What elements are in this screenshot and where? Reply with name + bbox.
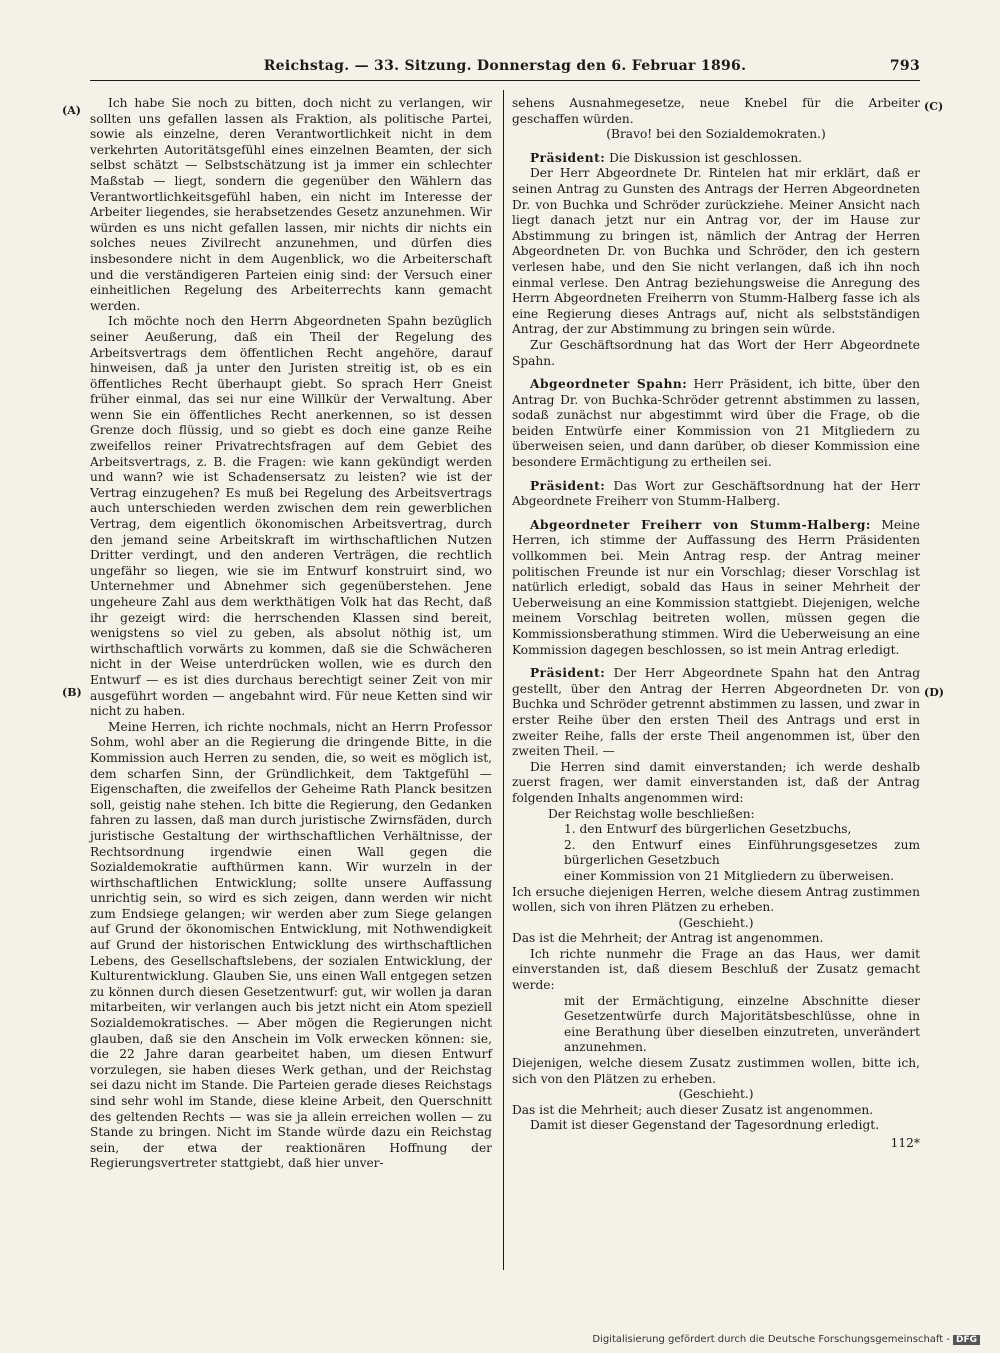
speech-paragraph <box>512 479 920 510</box>
interjection: (Bravo! bei den Sozialdemokraten.) <box>606 127 826 142</box>
amendment-text: mit der Ermächtigung, einzelne Abschnitte dieser Gesetzentwürfe durch Majoritätsbeschlüsse, ohne in eine Berathung über dieselben einzutreten, unverändert anzunehmen. <box>564 993 920 1055</box>
speech-paragraph <box>512 518 920 658</box>
margin-marker-d: (D) <box>924 686 944 699</box>
paragraph: Ich ersuche diejenigen Herren, welche diesem Antrag zustimmen wollen, sich von ihren Plätzen zu erheben. <box>512 884 920 915</box>
dfg-logo: DFG <box>953 1335 980 1345</box>
margin-marker-a: (A) <box>62 104 81 117</box>
paragraph: Die Herren sind damit einverstanden; ich werde deshalb zuerst fragen, wer damit einverstanden ist, daß der Antrag folgenden Inhalts angenommen wird: <box>512 759 920 805</box>
paragraph: Das ist die Mehrheit; der Antrag ist angenommen. <box>512 931 824 946</box>
column-divider <box>503 90 504 1270</box>
speaker-name: Präsident: <box>530 478 606 493</box>
speaker-name: Präsident: <box>530 150 606 165</box>
paragraph: Damit ist dieser Gegenstand der Tagesordnung erledigt. <box>530 1118 880 1133</box>
speaker-name: Abgeordneter Freiherr von Stumm-Halberg: <box>530 517 871 532</box>
credit-text: Digitalisierung gefördert durch die Deutsche Forschungsgemeinschaft - <box>592 1334 950 1345</box>
motion-item: 1. den Entwurf des bürgerlichen Gesetzbuchs, <box>564 822 852 837</box>
paragraph: Der Herr Abgeordnete Dr. Rintelen hat mir erklärt, daß er seinen Antrag zu Gunsten des Antrags der Herren Abgeordneten Dr. von Buchka und Schröder zurückziehe. Meiner Ansicht nach liegt danach jetzt nur ein Antrag vor, der im Hause zur Abstimmung zu bringen ist, nämlich der Antrag der Herren Abgeordneten Dr. von Buchka und Schröder, den ich gestern verlesen habe, und den Sie nicht verlangen, daß ich ihn noch einmal verlese. Den Antrag beziehungsweise die Anregung des Herrn Abgeordneten Freiherrn von Stumm-Halberg fasse ich als eine Regierung dieses Antrags auf, nicht als selbstständigen Antrag, der zur Abstimmung zu bringen sein würde. <box>512 166 920 337</box>
motion-text: einer Kommission von 21 Mitgliedern zu überweisen. <box>564 868 895 883</box>
running-title: Reichstag. — 33. Sitzung. Donnerstag den 6. Februar 1896. <box>263 58 747 74</box>
margin-marker-c: (C) <box>924 100 944 113</box>
margin-marker-b: (B) <box>62 686 82 699</box>
page-number: 793 <box>889 58 920 74</box>
paragraph: Das ist die Mehrheit; auch dieser Zusatz ist angenommen. <box>512 1102 874 1117</box>
paragraph: Zur Geschäftsordnung hat das Wort der Herr Abgeordnete Spahn. <box>512 337 920 368</box>
speech-text: Das Wort zur Geschäftsordnung hat der Herr Abgeordnete Freiherr von Stumm-Halberg. <box>512 478 920 509</box>
paragraph: Ich richte nunmehr die Frage an das Haus, wer damit einverstanden ist, daß diesem Beschluß der Zusatz gemacht werde: <box>512 946 920 993</box>
interjection: (Geschieht.) <box>678 1087 754 1102</box>
right-column <box>512 96 920 1152</box>
speaker-name: Präsident: <box>530 666 606 681</box>
motion-intro: Der Reichstag wolle beschließen: <box>548 806 755 821</box>
digitization-credit <box>592 1334 980 1345</box>
paragraph: Ich möchte noch den Herrn Abgeordneten Spahn bezüglich seiner Aeußerung, daß ein Theil der Regelung des Arbeitsvertrags dem öffentlichen Recht angehöre, darauf hinweisen, daß ja unter den Juristen streitig ist, ob es ein öffentliches Recht überhaupt giebt. So sprach Herr Gneist früher einmal, das sei nur eine Willkür der Verwaltung. Aber wenn Sie ein öffentliches Recht anerkennen, so ist dessen Grenze doch flüssig, und so giebt es doch eine ganze Reihe zweifellos reiner Privatrechtsfragen auf dem Gebiet des Arbeitsvertrags, z. B. die Fragen: wie kann gekündigt werden und wann? wie ist Schadensersatz zu leisten? wie ist der Vertrag einzugehen? Es muß bei Regelung des Arbeitsvertrags auch unterschieden werden zwischen dem rein gewerblichen Vertrag, dem eigentlich ökonomischen Arbeitsvertrag, durch den jemand seine Arbeitskraft im wirthschaftlichen Nutzen Dritter verdingt, und den anderen Verträgen, die rechtlich ungefähr so liegen, wie sie im Entwurf konstruirt sind, wo Unternehmer und Abnehmer sich gegenüberstehen. Jene ungeheure Zahl aus dem werkthätigen Volk hat das Recht, daß ihr gezeigt wird: die herrschenden Klassen sind bereit, wenigstens so viel zu geben, als absolut nöthig ist, um wirthschaftlich vorwärts zu kommen, daß sie die Schwächeren nicht in der Weise unterdrücken wollen, wie es durch den Entwurf — es ist dies durchaus berechtigt seiner Zeit von mir ausgeführt worden — angebahnt wird. Für neue Ketten sind wir nicht zu haben. <box>90 314 492 719</box>
interjection: (Geschieht.) <box>678 915 754 930</box>
left-column <box>90 96 492 1172</box>
speech-text: Die Diskussion ist geschlossen. <box>605 150 803 165</box>
paragraph: Meine Herren, ich richte nochmals, nicht an Herrn Professor Sohm, wohl aber an die Regierung die dringende Bitte, in die Kommission auch Herren zu senden, die, so weit es möglich ist, dem scharfen Sinn, der Gründlichkeit, dem Taktgefühl — Eigenschaften, die zweifellos der Geheime Rath Planck besitzen soll, geistig nahe stehen. Ich bitte die Regierung, den Gedanken fahren zu lassen, daß man durch juristische Zwirnsfäden, durch juristische Gestaltung der wirthschaftlichen Verhältnisse, der Rechtsordnung irgendwie einen Wall gegen die Sozialdemokratie aufthürmen kann. Wir wurzeln in der wirthschaftlichen Entwicklung; sollte unsere Auffassung unrichtig sein, so wird es sich zeigen, dann werden wir nicht zum Endsiege gelangen; wir werden aber zum Siege gelangen auf Grund der ökonomischen Entwicklung, mit Nothwendigkeit auf Grund der historischen Entwicklung des wirthschaftlichen Lebens, des Gesellschaftslebens, der sozialen Entwicklung, der Kulturentwicklung. Glauben Sie, uns einen Wall entgegen setzen zu können durch diesen Gesetzentwurf: gut, wir wollen ja daran mitarbeiten, wir verlangen auch bis jetzt nicht ein Atom speziell Sozialdemokratisches. — Aber mögen die Regierungen nicht glauben, daß sie den Anschein im Volk erwecken können: sie, die 22 Jahre daran gearbeitet haben, um diesen Entwurf vorzulegen, sie haben dieses Werk gethan, und der Reichstag sei dazu nicht im Stande. Die Parteien gerade dieses Reichstags sind sehr wohl im Stande, diese kleine Arbeit, den Querschnitt des geltenden Rechts — was sie ja allein erreichen wollen — zu Stande zu bringen. Nicht im Stande würde dazu ein Reichstag sein, der etwa der reaktionären Hoffnung der Regierungsvertreter stattgiebt, daß hier unver- <box>90 719 492 1171</box>
speaker-name: Abgeordneter Spahn: <box>530 377 688 392</box>
speech-text: Meine Herren, ich stimme der Auffassung des Herrn Präsidenten vollkommen bei. Mein Antrag resp. der Antrag meiner politischen Freunde ist nur ein Vorschlag; dieser Vorschlag ist natürlich erledigt, sobald das Haus in seiner Mehrheit der Ueberweisung an eine Kommission stattgiebt. Diejenigen, welche meinem Vorschlag beitreten wollen, müssen gegen die Kommissionsberathung stimmen. Wird die Ueberweisung an eine Kommission dagegen beschlossen, so ist mein Antrag erledigt. <box>512 517 920 657</box>
page-header <box>90 58 920 80</box>
speech-text: Herr Präsident, ich bitte, über den Antrag Dr. von Buchka-Schröder getrennt abstimmen zu lassen, sodaß zunächst nur abgestimmt wird über die Frage, ob die beiden Entwürfe einer Kommission von 21 Mitgliedern zu überweisen seien, und dann darüber, ob dieser Kommission eine besondere Ermächtigung zu ertheilen sei. <box>512 377 920 470</box>
speech-text: Der Herr Abgeordnete Spahn hat den Antrag gestellt, über den Antrag der Herren Abgeordneten Dr. von Buchka und Schröder getrennt abstimmen zu lassen, und zwar in erster Reihe über den ersten Theil des Antrags und erst in zweiter Reihe, falls der erste Theil angenommen ist, über den zweiten Theil. — <box>512 666 920 759</box>
paragraph: Ich habe Sie noch zu bitten, doch nicht zu verlangen, wir sollten uns gefallen lassen als Fraktion, als politische Partei, sowie als einzelne, deren Verantwortlichkeit nicht in dem verkehrten Autoritätsgefühl eines einzelnen Beamten, der sich selbst schätzt — Selbstschätzung ist ja immer ein schlechter Maßstab — liegt, sondern die gegenüber den Wählern das Verantwortlichkeitsgefühl haben, ein nicht im Interesse der Arbeiter liegendes, sie herabsetzendes Gesetz anzunehmen. Wir würden es uns nicht gefallen lassen, mir nichts dir nichts ein solches neues Zivilrecht anzunehmen, und dürfen dies insbesondere nicht in dem Augenblick, wo die Arbeiterschaft und die verständigeren Parteien einig sind: der Versuch einer einheitlichen Regelung des Arbeiterrechts kann gemacht werden. <box>90 96 492 313</box>
speech-paragraph <box>512 666 920 760</box>
signature-mark: 112* <box>890 1136 920 1150</box>
paragraph: sehens Ausnahmegesetze, neue Knebel für die Arbeiter geschaffen würden. <box>512 96 920 126</box>
speech-paragraph <box>512 377 920 471</box>
motion-item: 2. den Entwurf eines Einführungsgesetzes zum bürgerlichen Gesetzbuch <box>564 837 920 868</box>
speech-paragraph <box>512 151 920 167</box>
paragraph: Diejenigen, welche diesem Zusatz zustimmen wollen, bitte ich, sich von den Plätzen zu erheben. <box>512 1056 920 1086</box>
header-rule <box>90 80 920 81</box>
